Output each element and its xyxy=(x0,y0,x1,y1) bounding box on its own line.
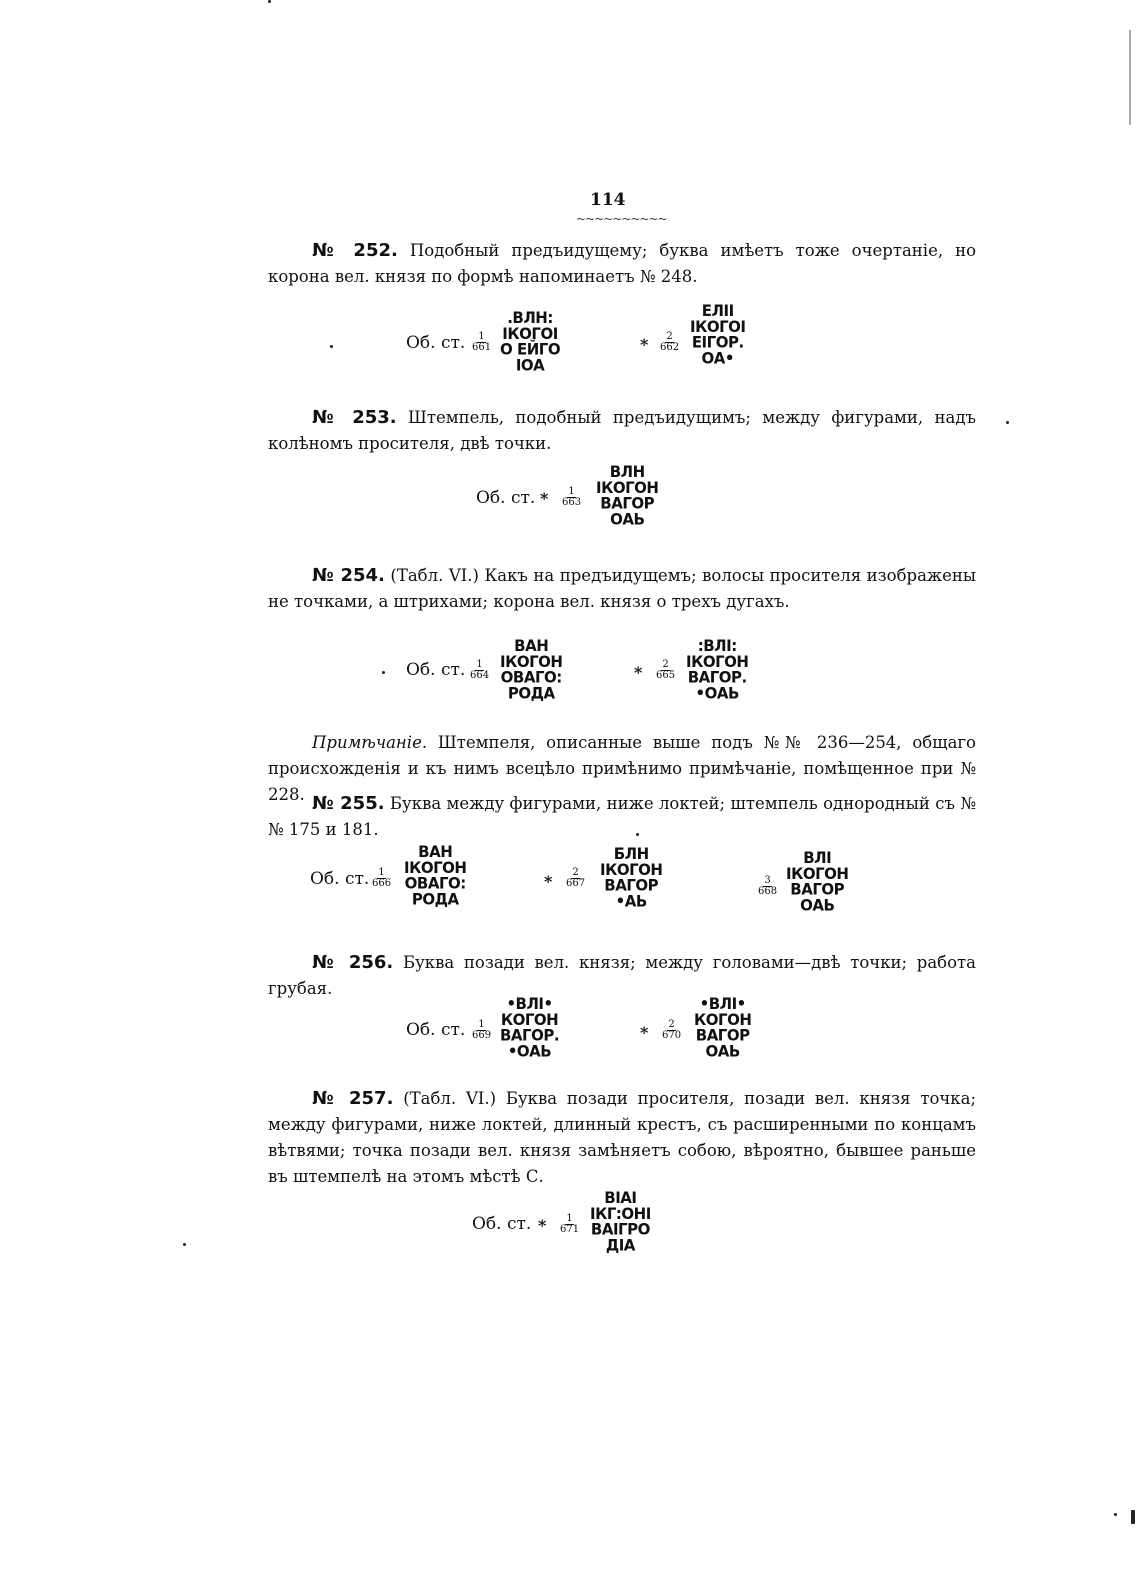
entry-256 xyxy=(268,950,976,1002)
note-label: Примѣчаніе. xyxy=(312,733,428,752)
star-mark: * xyxy=(540,489,549,508)
star-mark: * xyxy=(538,1216,547,1235)
legend-inscription: ВАН ІКОГОН ОВАГО: РОДА xyxy=(500,636,563,703)
legend-inscription: •ВЛІ• КОГОН ВАГОР ОАЬ xyxy=(694,994,752,1061)
die-fraction: $\frac{3}{668}$ xyxy=(758,875,778,897)
entry-text: Буква позади вел. князя; между головами—двѣ точки; работа грубая. xyxy=(268,953,977,998)
die-fraction: $\frac{1}{666}$ xyxy=(372,867,392,889)
star-mark: * xyxy=(640,335,649,354)
page-edge-line xyxy=(1129,30,1131,125)
die-fraction: $\frac{1}{663}$ xyxy=(562,486,582,508)
paper-speck xyxy=(382,671,385,674)
paper-speck xyxy=(268,0,271,3)
entry-number: № 254. xyxy=(312,565,385,586)
legend-label: Об. ст. xyxy=(406,660,466,680)
entry-number: № 255. xyxy=(312,793,385,814)
legend-label: Об. ст. xyxy=(406,333,466,353)
paper-speck xyxy=(1114,1513,1117,1516)
die-fraction: $\frac{1}{664}$ xyxy=(470,659,490,681)
legend-label: Об. ст. xyxy=(406,1020,466,1040)
entry-255 xyxy=(268,791,976,843)
die-fraction: $\frac{1}{669}$ xyxy=(472,1019,492,1041)
die-fraction: $\frac{1}{661}$ xyxy=(472,331,492,353)
entry-text: (Табл. VI.) Какъ на предъидущемъ; волосы просителя изображены не точками, а штрихами; корона вел. князя о трехъ дугахъ. xyxy=(268,566,976,611)
die-fraction: $\frac{1}{671}$ xyxy=(560,1213,580,1235)
legend-inscription: :ВЛІ: ІКОГОН ВАГОР. •ОАЬ xyxy=(686,636,749,703)
page-number-ornament: ~~~~~~~~~~ xyxy=(576,212,667,226)
legend-label: Об. ст. xyxy=(476,488,536,508)
legend-inscription: БЛН ІКОГОН ВАГОР •АЬ xyxy=(600,844,663,911)
legend-inscription: .ВЛН: ІКОГОІ О ЕЙГО ІОА xyxy=(500,308,561,375)
star-mark: * xyxy=(544,872,553,891)
page-number: 114 xyxy=(590,190,626,210)
entry-254 xyxy=(268,563,976,615)
note-text: Штемпеля, описанные выше подъ №№ 236—254, общаго происхожденія и къ нимъ всецѣло примѣнимо примѣчаніе, помѣщенное при № 228. xyxy=(268,733,976,804)
legend-inscription: ВІАІ ІКГ:ОНІ ВАІГРО ДІА xyxy=(590,1188,651,1255)
die-fraction: $\frac{2}{667}$ xyxy=(566,867,586,889)
entry-text: Буква между фигурами, ниже локтей; штемпель однородный съ №№ 175 и 181. xyxy=(268,794,976,839)
legend-inscription: •ВЛІ• КОГОН ВАГОР. •ОАЬ xyxy=(500,994,560,1061)
entry-text: Штемпель, подобный предъидущимъ; между фигурами, надъ колѣномъ просителя, двѣ точки. xyxy=(268,408,976,453)
entry-number: № 252. xyxy=(312,240,398,261)
paper-speck xyxy=(330,345,333,348)
die-fraction: $\frac{2}{670}$ xyxy=(662,1019,682,1041)
legend-label: Об. ст. xyxy=(472,1214,532,1234)
legend-inscription: ВАН ІКОГОН ОВАГО: РОДА xyxy=(404,842,467,909)
die-fraction: $\frac{2}{662}$ xyxy=(660,331,680,353)
legend-label: Об. ст. xyxy=(310,869,370,889)
entry-252 xyxy=(268,238,976,290)
paper-speck xyxy=(183,1243,186,1246)
star-mark: * xyxy=(640,1023,649,1042)
legend-inscription: ВЛН ІКОГОН ВАГОР ОАЬ xyxy=(596,462,659,529)
paper-speck xyxy=(1131,1510,1135,1524)
legend-inscription: ЕЛІІ ІКОГОІ ЕІГОР. ОА• xyxy=(690,301,746,368)
entry-253 xyxy=(268,405,976,457)
entry-257 xyxy=(268,1086,976,1190)
entry-text: Подобный предъидущему; буква имѣетъ тоже очертаніе, но корона вел. князя по формѣ напоминаетъ № 248. xyxy=(268,241,977,286)
star-mark: * xyxy=(634,663,643,682)
entry-number: № 253. xyxy=(312,407,397,428)
entry-number: № 257. xyxy=(312,1088,394,1109)
entry-number: № 256. xyxy=(312,952,394,973)
entry-text: (Табл. VI.) Буква позади просителя, позади вел. князя точка; между фигурами, ниже локтей, длинный крестъ, съ расширенными по концамъ вѣтвями; точка позади вел. князя замѣняетъ собою, вѣроятно, бывшее раньше въ штемпелѣ на этомъ мѣстѣ С. xyxy=(268,1089,977,1186)
die-fraction: $\frac{2}{665}$ xyxy=(656,659,676,681)
legend-inscription: ВЛІ ІКОГОН ВАГОР ОАЬ xyxy=(786,848,849,915)
paper-speck xyxy=(1006,421,1009,424)
